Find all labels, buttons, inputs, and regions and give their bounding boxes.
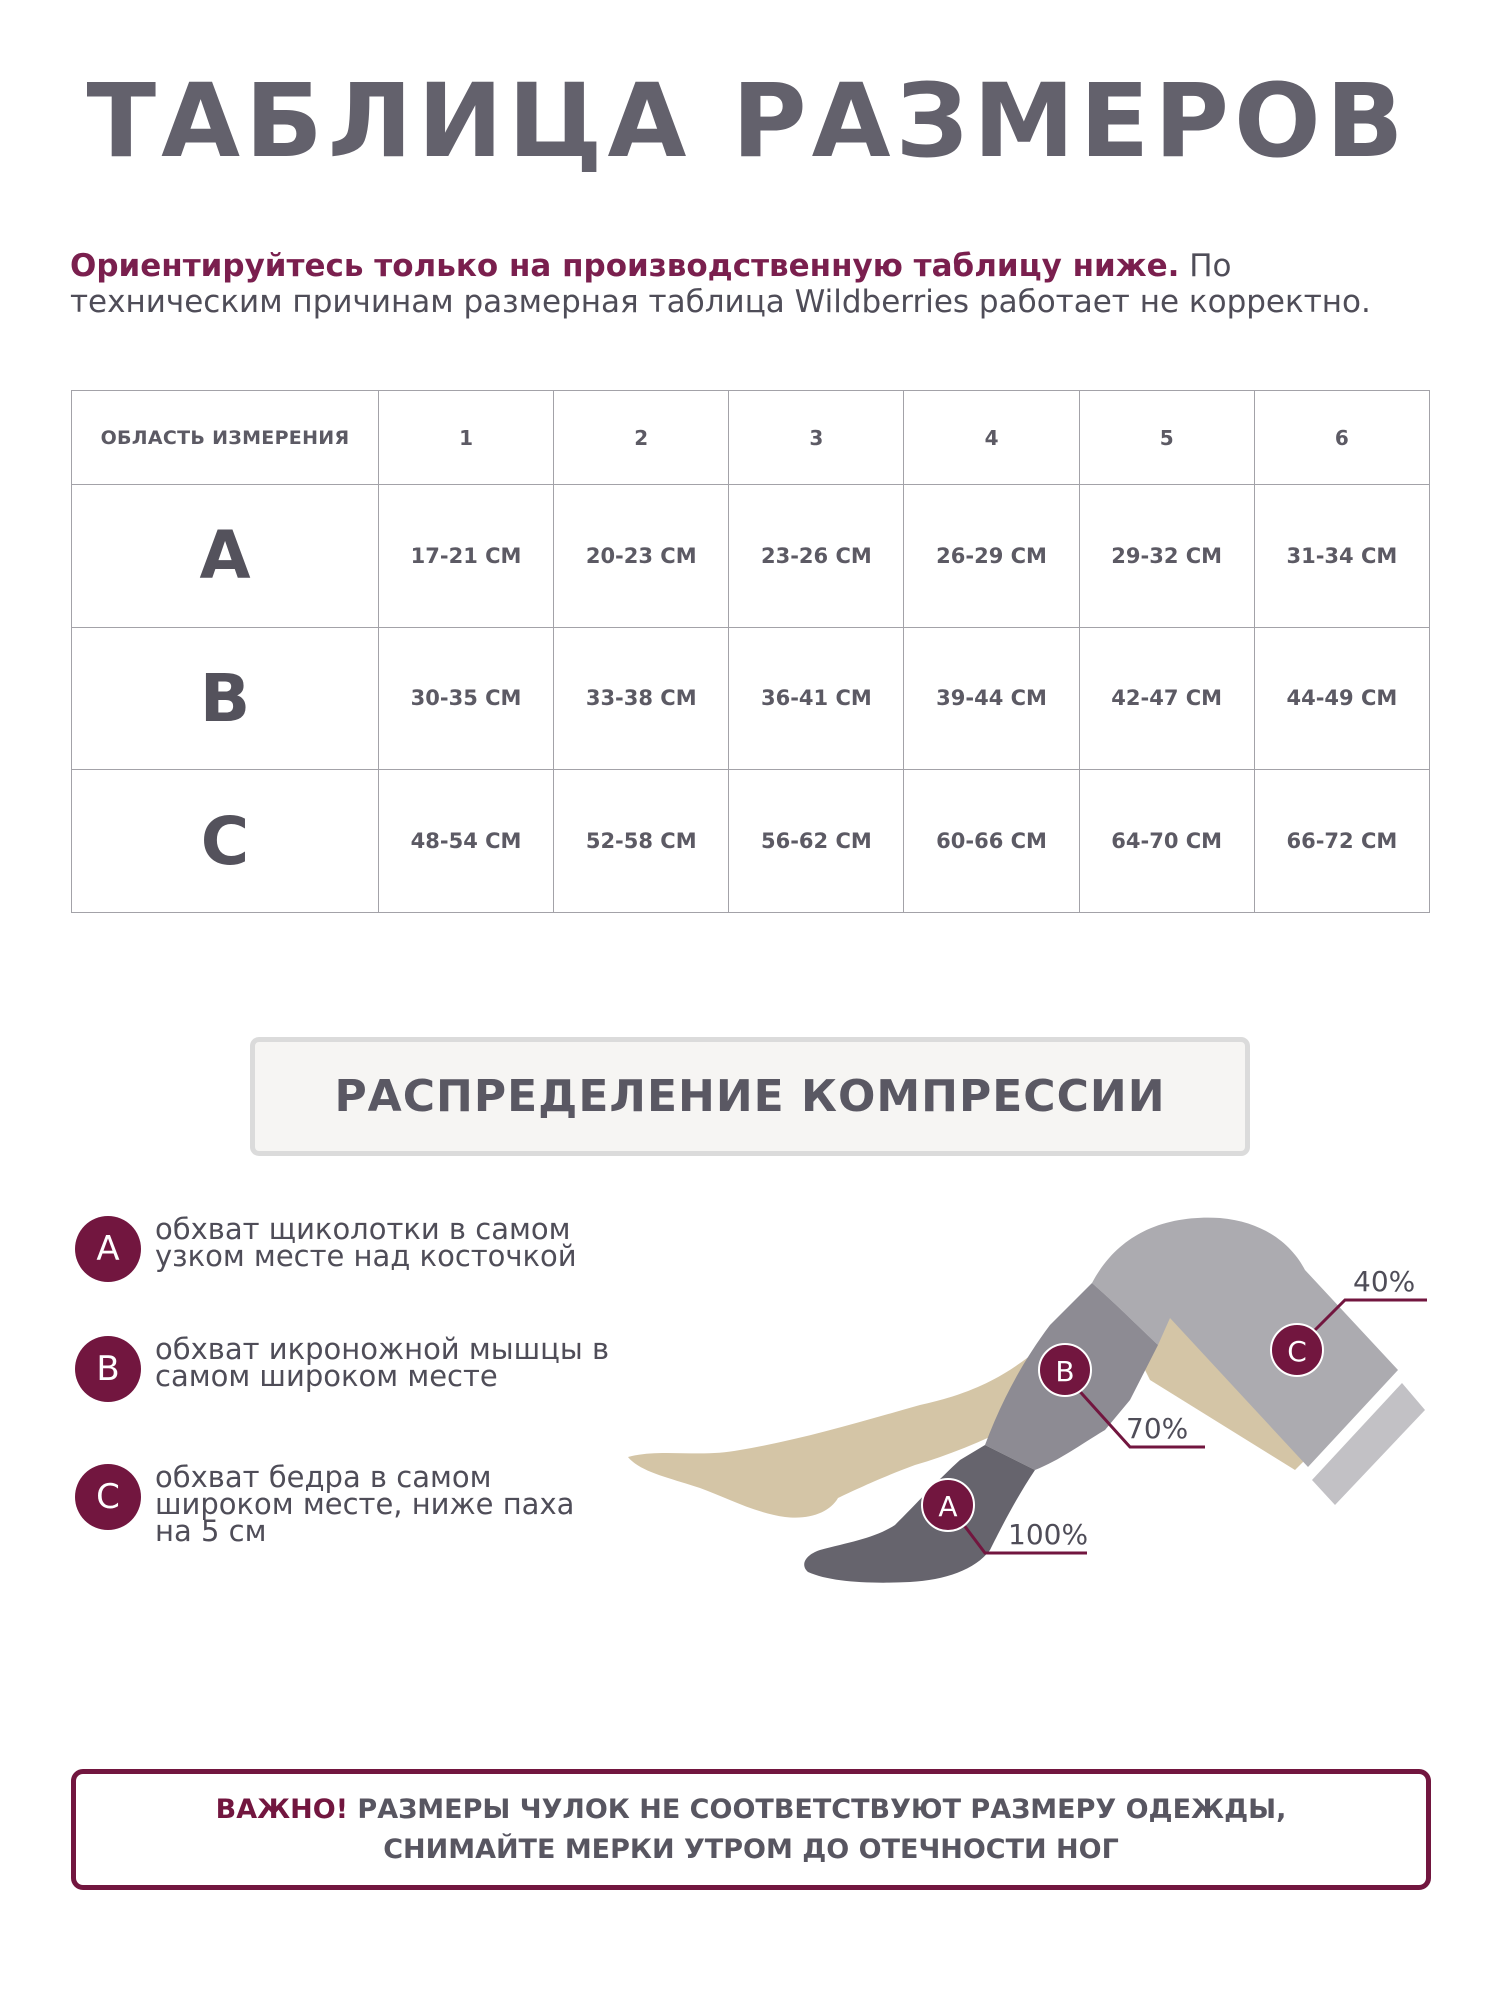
note-line-1-text: РАЗМЕРЫ ЧУЛОК НЕ СООТВЕТСТВУЮТ РАЗМЕРУ ОДЕЖДЫ, <box>348 1793 1287 1825</box>
percent-label-b: 70% <box>1126 1412 1189 1445</box>
header-size: 6 <box>1254 391 1429 485</box>
table-cell: 52-58 СМ <box>554 770 729 913</box>
table-cell: 56-62 СМ <box>729 770 904 913</box>
header-area: ОБЛАСТЬ ИЗМЕРЕНИЯ <box>72 391 379 485</box>
table-cell: 31-34 СМ <box>1254 485 1429 628</box>
table-cell: 36-41 СМ <box>729 627 904 770</box>
table-row <box>72 770 1430 913</box>
header-size: 1 <box>379 391 554 485</box>
diagram-badge-a-letter: A <box>938 1490 958 1523</box>
legend-text-b: обхват икроножной мышцы в самом широком месте <box>155 1332 610 1393</box>
header-size: 3 <box>729 391 904 485</box>
legend-text-a: обхват щиколотки в самом узком месте над косточкой <box>155 1212 577 1273</box>
page-title: ТАБЛИЦА РАЗМЕРОВ <box>86 62 1409 181</box>
intro-rest: По техническим причинам размерная таблица Wildberries работает не корректно. <box>70 248 1371 320</box>
percent-label-a: 100% <box>1008 1518 1089 1551</box>
table-row <box>72 627 1430 770</box>
compression-heading: РАСПРЕДЕЛЕНИЕ КОМПРЕССИИ <box>250 1037 1250 1156</box>
table-cell: 64-70 СМ <box>1079 770 1254 913</box>
legend-badge-c: C <box>75 1464 141 1530</box>
table-cell: 66-72 СМ <box>1254 770 1429 913</box>
note-line-2: СНИМАЙТЕ МЕРКИ УТРОМ ДО ОТЕЧНОСТИ НОГ <box>383 1833 1119 1865</box>
header-size: 2 <box>554 391 729 485</box>
legend-badge-a: A <box>75 1216 141 1282</box>
table-cell: 20-23 СМ <box>554 485 729 628</box>
intro-accent: Ориентируйтесь только на производственную таблицу ниже. <box>70 248 1180 284</box>
diagram-badge-c-letter: C <box>1287 1335 1307 1368</box>
row-area-letter: A <box>72 485 379 628</box>
table-cell: 29-32 СМ <box>1079 485 1254 628</box>
size-table <box>71 390 1430 913</box>
table-cell: 30-35 СМ <box>379 627 554 770</box>
diagram-badge-b-letter: B <box>1055 1355 1075 1388</box>
table-cell: 33-38 СМ <box>554 627 729 770</box>
table-cell: 17-21 СМ <box>379 485 554 628</box>
legend-text-c: обхват бедра в самом широком месте, ниже паха на 5 см <box>155 1460 575 1548</box>
table-cell: 26-29 СМ <box>904 485 1079 628</box>
note-line-1 <box>216 1790 1287 1830</box>
percent-label-c: 40% <box>1353 1265 1416 1298</box>
table-cell: 60-66 СМ <box>904 770 1079 913</box>
table-cell: 39-44 СМ <box>904 627 1079 770</box>
important-note <box>71 1769 1431 1890</box>
header-size: 4 <box>904 391 1079 485</box>
table-cell: 48-54 СМ <box>379 770 554 913</box>
header-size: 5 <box>1079 391 1254 485</box>
legend-badge-b: B <box>75 1336 141 1402</box>
table-cell: 44-49 СМ <box>1254 627 1429 770</box>
table-row <box>72 485 1430 628</box>
table-cell: 23-26 СМ <box>729 485 904 628</box>
note-important: ВАЖНО! <box>215 1793 349 1825</box>
table-header-row <box>72 391 1430 485</box>
table-cell: 42-47 СМ <box>1079 627 1254 770</box>
row-area-letter: B <box>72 627 379 770</box>
row-area-letter: C <box>72 770 379 913</box>
leg-compression-diagram <box>620 1210 1440 1590</box>
intro-text <box>70 248 1450 320</box>
